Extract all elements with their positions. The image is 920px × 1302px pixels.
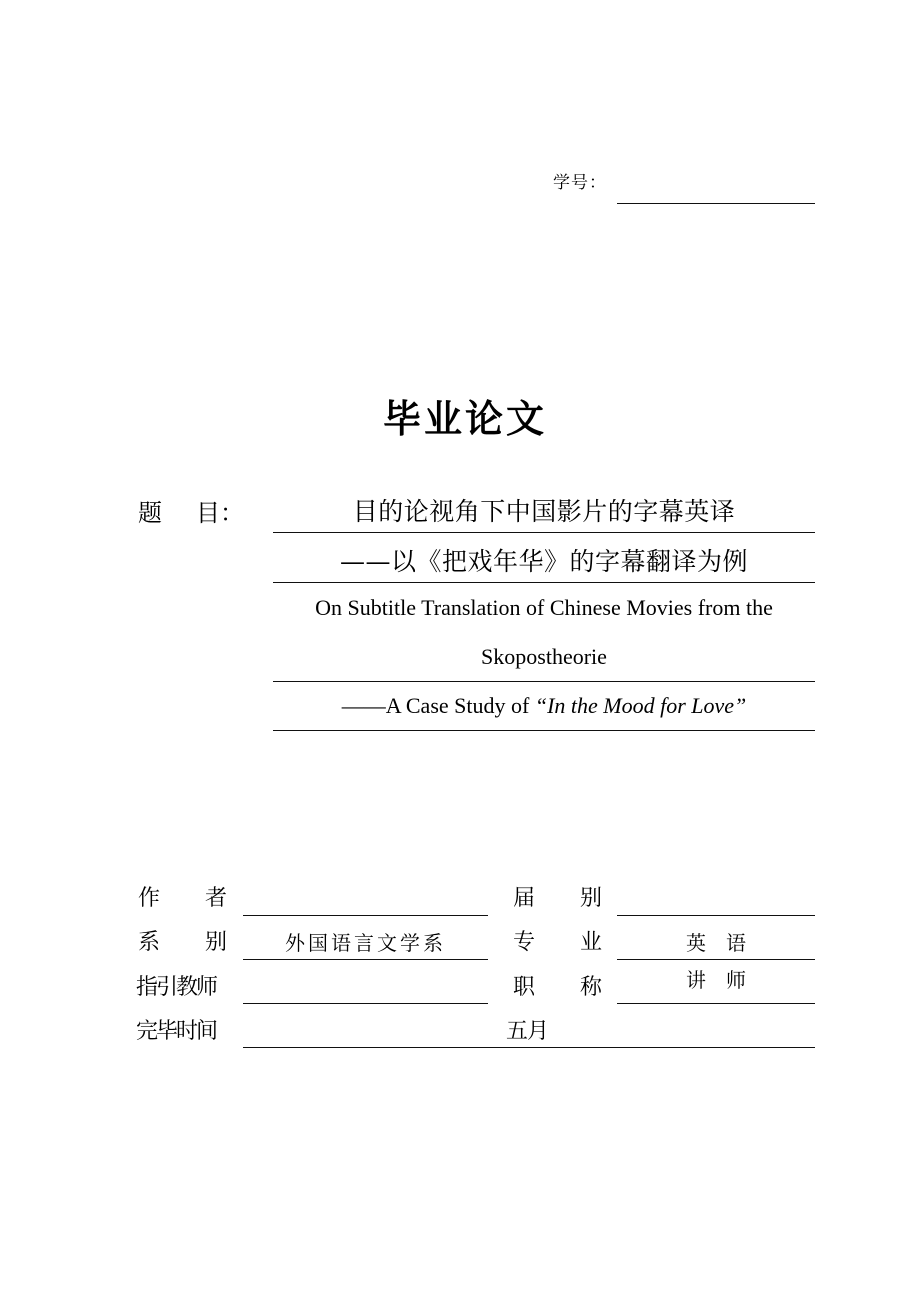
major-label: 专 业 bbox=[513, 930, 603, 955]
topic-zh-line-1: 目的论视角下中国影片的字幕英译 bbox=[352, 497, 736, 526]
student-number-field[interactable] bbox=[617, 180, 815, 202]
department-underline bbox=[243, 959, 488, 960]
topic-underline-3 bbox=[273, 681, 815, 682]
student-number-underline bbox=[617, 203, 815, 204]
completion-underline bbox=[243, 1047, 815, 1048]
author-label: 作 者 bbox=[138, 886, 228, 911]
movie-title: “In the Mood for Love” bbox=[534, 693, 747, 718]
title-rank-underline bbox=[617, 1003, 815, 1004]
topic-underline-4 bbox=[273, 730, 815, 731]
topic-underline-2 bbox=[273, 582, 815, 583]
completion-label: 完毕时间 bbox=[136, 1019, 217, 1044]
author-underline bbox=[243, 915, 488, 916]
topic-en-line-3 bbox=[273, 693, 815, 719]
topic-en-line-2: Skopostheorie bbox=[481, 644, 607, 669]
session-underline bbox=[617, 915, 815, 916]
student-number-label: 学号： bbox=[553, 173, 607, 193]
completion-field[interactable]: 五月 bbox=[506, 1019, 549, 1044]
topic-label-char-1: 题 bbox=[138, 499, 162, 527]
topic-en-line-1: On Subtitle Translation of Chinese Movies from the bbox=[315, 595, 773, 620]
topic-label bbox=[138, 493, 244, 528]
advisor-field[interactable] bbox=[243, 972, 488, 998]
topic-label-char-2: 目： bbox=[196, 499, 244, 527]
advisor-label: 指引教师 bbox=[136, 975, 217, 1000]
title-rank-label: 职 称 bbox=[513, 975, 603, 1000]
title-rank-field[interactable]: 讲 师 bbox=[686, 968, 746, 992]
topic-zh-line-2: ——以《把戏年华》的字幕翻译为例 bbox=[339, 547, 748, 576]
author-field[interactable] bbox=[243, 884, 488, 910]
session-field[interactable] bbox=[617, 884, 815, 910]
session-label: 届 别 bbox=[513, 886, 603, 911]
department-label: 系 别 bbox=[138, 930, 228, 955]
department-field[interactable]: 外国语言文学系 bbox=[285, 931, 446, 955]
page-title: 毕业论文 bbox=[382, 397, 547, 441]
major-underline bbox=[617, 959, 815, 960]
topic-underline-1 bbox=[273, 532, 815, 533]
topic-en-subtitle-prefix: ——A Case Study of bbox=[341, 693, 535, 718]
advisor-underline bbox=[243, 1003, 488, 1004]
major-field[interactable]: 英 语 bbox=[686, 931, 746, 955]
